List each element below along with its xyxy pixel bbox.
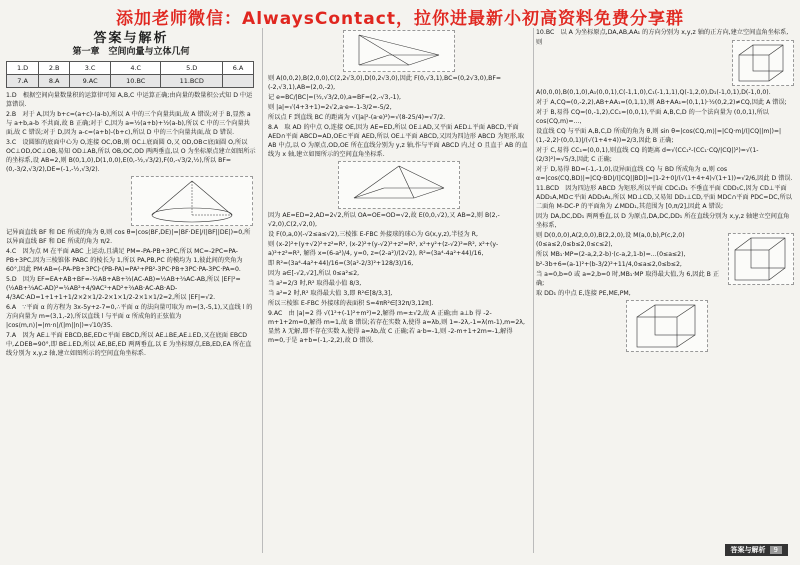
pyramid-diagram-icon — [344, 31, 454, 71]
solution-paragraph: 所以点 F 到直线 BC 的距离为 √(|a|²-(a·e)²)=√(8-25/4)=√7/2. — [268, 114, 446, 121]
cone-diagram-icon — [132, 177, 252, 225]
answer-cell: 2.B — [39, 62, 70, 75]
solution-paragraph: 设 F(0,a,0)(-√2≤a≤√2),三棱锥 E-FBC 外接球的球心为 G(x,y,z),半径为 R, — [268, 231, 478, 238]
solution-paragraph: 当 a=0,b=0 或 a=2,b=0 时,MB₁·MP 取得最大值,为 6,因此 B 正确; — [536, 271, 720, 287]
answer-cell: 8.A — [39, 75, 70, 88]
cube-figure-top — [732, 40, 794, 86]
cube-diagram-icon — [733, 41, 793, 85]
answer-cell: 10.BC — [111, 75, 161, 88]
solution-paragraph: 10.BC 以 A 为坐标原点,DA,AB,AA₁ 的方向分别为 x,y,z 轴的正方向,建立空间直角坐标系, — [536, 29, 789, 36]
answer-page — [6, 28, 794, 558]
answer-table — [6, 61, 254, 88]
solution-paragraph: 因为 AE=ED=2,AD=2√2,所以 OA=OE=OD=√2,故 E(0,0,√2),又 AB=2,则 B(2,-√2,0),C(2,√2,0), — [268, 212, 500, 228]
column-divider — [533, 28, 534, 553]
solution-paragraph: 9.AC 由 |a|=2 得 √(1²+(-1)²+m²)=2,解得 m=±√2,故 A 正确;由 a⊥b 得 -2-m+1+2m=0,解得 m=1,故 B 错误;若存在实数 λ,使得 a=λb,则 1=-2λ,-1=λ(m-1),m=2λ,显然 λ 无解,即不存在实数 λ,使得 a=λb,故 C 正确;若 a·b=-1,则 -2-m+1+2m=-1,解得 m=0,于是 a+b=(-1,-2,2),故 D 错误. — [268, 310, 525, 344]
solution-paragraph: 则 A(0,0,0),B(0,1,0),A₁(0,0,1),C(-1,1,0),C₁(-1,1,1),Q(-1,2,0),D₁(-1,0,1),D(-1,0,0). — [536, 39, 771, 96]
solution-paragraph: 8.A 取 AD 的中点 O,连接 OE,因为 AE=ED,所以 OE⊥AD,又平面 AED⊥平面 ABCD,平面 AED∩平面 ABCD=AD,OE⊂平面 AED,所以 OE⊥平面 ABCD,又因为四边形 ABCD 为矩形,取 AB 中点,以 O 为原点,OD,OE 所在直线分别为 y,z 轴,作与平面 ABCD 内,过 O 且直于 AB 的直线为 x 轴,建立如图所示的空间直角坐标系. — [268, 124, 528, 158]
answer-cell — [223, 75, 254, 88]
solution-paragraph: 5.D 因为 EF=EA+AB+BF=-½AB+AB+⅔(AC-AB)=½AB+⅔AC-AB,所以 |EF|²=(½AB+⅔AC-AD)²=¼AB²+4/9AC²+AD²+⅔AB·AC-AB·AD-4/3AC·AD=1+1+1+1/2×2×1/2-2×1×1/2-2×1×1/2=2,所以 |EF|=√2. — [6, 276, 241, 301]
solution-paragraph: 则 D(0,0,0),A(2,0,0),B(2,2,0),设 M(a,0,b),P(c,2,0)(0≤a≤2,0≤b≤2,0≤c≤2), — [536, 232, 685, 248]
solution-paragraph: 2.B 对于 A,因为 b+c=(a+c)-(a-b),所以 A 中的三个向量共面,故 A 错误;对于 B,显然 a 与 a+b,a-b 不共面,故 B 正确;对于 C,因为 a=½(a+b)+½(a-b),所以 C 中的三个向量共面,故 C 错误;对于 D,因为 a-c=(a+b)-(b+c),所以 D 中的三个向量共面,故 D 错误. — [6, 111, 251, 136]
page-number: 9 — [770, 546, 782, 554]
cube-figure-middle — [728, 233, 794, 285]
answer-cell: 4.C — [111, 62, 161, 75]
solution-paragraph: 因为 a∈[-√2,√2],所以 0≤a²≤2, — [268, 270, 360, 277]
cube-axes-icon — [729, 234, 793, 284]
solution-paragraph: 对于 B,易得 CQ=(0,-1,2),CC₁=(0,0,1),平面 A,B,C,D 的一个法向量为 (0,0,1),所以 cos⟨CQ,m⟩=..., — [536, 109, 769, 125]
solution-paragraph: 11.BCD 因为四边形 ABCD 为矩形,所以平面 CDC₁D₁ 不垂直平面 CDD₁C,因为 CD⊥平面 ADD₁A,MD⊂平面 ADD₁A₁,所以 MD⊥CD,又易知 DD₁⊥CD,平面 MDC∩平面 PDC=DC,所以二面角 M-DC-P 的平面角为 ∠MDD₁,其范围为 [0,π/2],因此 A 错误; — [536, 185, 792, 210]
pyramid-figure-top — [343, 30, 455, 72]
cube-figure-bottom — [626, 300, 708, 352]
answer-cell: 7.A — [7, 75, 39, 88]
solution-paragraph: 取 DD₁ 的中点 E,连接 PE,ME,PM, — [536, 290, 631, 297]
chapter-heading: 第一章 空间向量与立体几何 — [72, 47, 190, 57]
answer-cell: 6.A — [223, 62, 254, 75]
solution-paragraph: b²-3b+6=(a-1)²+(b-3/2)²+11/4,0≤a≤2,0≤b≤2, — [536, 261, 682, 268]
solution-paragraph: 6.A ∵平面 α 的方程为 3x-5y+z-7=0,∴平面 α 的法向量可取为 m=(3,-5,1),又直线 l 的方向向量为 m=(3,1,-2),所以直线 l 与平面 α 所成角的正弦值为 |cos⟨m,n⟩|=|m·n|/(|m||n|)=√10/35. — [6, 304, 253, 329]
pyramid-ebcd-icon — [339, 162, 459, 208]
solution-paragraph: 7.A 因为 AE⊥平面 EBCD,BE,ED⊂平面 EBCD,所以 AE⊥BE,AE⊥ED,又在底面 EBCD 中,∠DEB=90°,即 BE⊥ED,所以 AE,BE,ED 两两垂直,以 E 为坐标原点,EB,ED,EA 所在直线分别为 x,y,z 轴,建立如图所示的空间直角坐标系. — [6, 332, 252, 357]
solution-paragraph: 4.C 因为点 M 在平面 ABC 上运动,且满足 PM=-PA-PB+3PC,所以 MC=-2PC=PA-PB+3PC,因为三棱锥体 PABC 的棱长为 1,所以 PA,PB,PC 的模均为 1,彼此间的夹角为 60°,因此 PM·AB=(-PA-PB+3PC)·(PB-PA)=PA²+PB²-3PC·PB+3PC·PA-3PC·PA=0. — [6, 248, 243, 273]
pyramid-figure-middle — [338, 161, 460, 209]
solution-paragraph: 则 |a|=√(4+3+1)=2√2,a·e=-1-3/2=-5/2, — [268, 104, 392, 111]
page-title: 答案与解析 — [93, 31, 169, 46]
solution-paragraph: 对于 C,易得 CC₁=(0,0,1),则直线 CQ 的距离 d=√(CC₁²-(CC₁·CQ/|CQ|)²)=√(1-(2/3)²)=√5/3,因此 C 正确; — [536, 147, 759, 163]
solution-paragraph: 所以三棱锥 E-FBC 外接球的表面积 S=4πR²∈[32π/3,12π]. — [268, 300, 434, 307]
solution-paragraph: 因为 DA,DC,DD₁ 两两垂直,以 D 为原点,DA,DC,DD₁ 所在直线分别为 x,y,z 轴建立空间直角坐标系, — [536, 213, 790, 229]
solution-paragraph: 即 R²=(3a⁴-4a²+44)/16=(3(a²-2/3)²+128/3)/16, — [268, 260, 414, 267]
page-footer — [725, 544, 788, 556]
solution-paragraph: 则 (x-2)²+(y+√2)²+z²=R², (x-2)²+(y-√2)²+z²=R², x²+y²+(z-√2)²=R², x²+(y-a)²+z²=R², 解得 x=(6-a²)/4, y=0, z=(2-a²)/(2√2), R²=(3a⁴-4a²+44)/16, — [268, 241, 499, 257]
solution-paragraph: 则 A(0,0,2),B(2,0,0),C(2,2√3,0),D(0,2√3,0),因此 F(0,√3,1),BC=(0,2√3,0),BF=(-2,√3,1),AB=(2,0,-2), — [268, 75, 502, 91]
footer-label: 答案与解析 — [730, 546, 766, 554]
answer-cell: 9.AC — [70, 75, 111, 88]
column-divider — [262, 28, 263, 553]
solution-paragraph: 当 a²=2/3 时,R² 取得最小值 8/3, — [268, 280, 362, 287]
solution-paragraph: 当 a²=2 时,R² 取得最大值 3,即 R²∈[8/3,3], — [268, 290, 393, 297]
solution-paragraph: 3.C 设圆锥的底面中心为 O,连接 OC,OB,则 OC⊥底面圆 O,又 OD,OB⊂底面圆 O,所以 OC⊥OD,OC⊥OB,易知 OD⊥AB,所以 OB,OC,OD 两两垂直,以 O 为坐标原点建立如图所示的坐标系,设 AB=2,则 B(0,1,0),D(1,0,0),E(0,-½,√3/2),F(0,-√3/2,½),所以 BF=(0,-3/2,√3/2),DE=(-1,-½,√3/2). — [6, 139, 256, 173]
solution-paragraph: 对于 A,CQ=(0,-2,2),AB+AA₁=(0,1,1),则 AB+AA₁=(0,1,1)·½(0,2,2)≠CQ,因此 A 错误; — [536, 99, 787, 106]
solution-paragraph: 记 e=BC/|BC|=(½,√3/2,0),a=BF=(2,-√3,-1), — [268, 94, 401, 101]
cone-figure — [131, 176, 253, 226]
solution-paragraph: 所以 MB₁·MP=(2-a,2,2-b)·(c-a,2,1-b)=...(0≤a≤2), — [536, 251, 686, 258]
column-middle — [268, 28, 530, 346]
answer-cell: 3.C — [70, 62, 111, 75]
column-left — [6, 28, 256, 359]
solution-paragraph: 对于 D,易得 BD=(-1,-1,0),设异面直线 CQ 与 BD 所成角为 α,则 cos α=|cos⟨CQ,BD⟩|=|CQ·BD|/(|CQ||BD|)=|1-2+0|/(√(1+4+4)√(1+1))=√2/6,因此 D 错误. — [536, 166, 793, 182]
answer-cell: 11.BCD — [161, 75, 223, 88]
solution-paragraph: 记异面直线 BF 和 DE 所成的角为 θ,则 cos θ=|cos⟨BF,DE⟩|=|BF·DE|/(|BF||DE|)=0,所以异面直线 BF 和 DE 所成的角为 π/2. — [6, 229, 251, 245]
answer-cell: 5.D — [161, 62, 223, 75]
watermark-text: 添加老师微信：AlwaysContact，拉你进最新小初高资料免费分享群 — [116, 9, 684, 29]
cube-bottom-icon — [627, 301, 707, 351]
column-right — [536, 28, 794, 354]
solution-paragraph: 1.D 根据空间向量数量积的运算律可知 A,B,C 中运算正确;由向量的数量积公式知 D 中运算错误. — [6, 92, 253, 108]
solution-paragraph: 设直线 CQ 与平面 A,B,C,D 所成的角为 θ,则 sin θ=|cos⟨CQ,m⟩|=|CQ·m|/(|CQ||m|)=|(1,-2,2)·(0,0,1)|/(√(1+4+4))=2/3,因此 B 正确; — [536, 128, 782, 144]
answer-cell: 1.D — [7, 62, 39, 75]
